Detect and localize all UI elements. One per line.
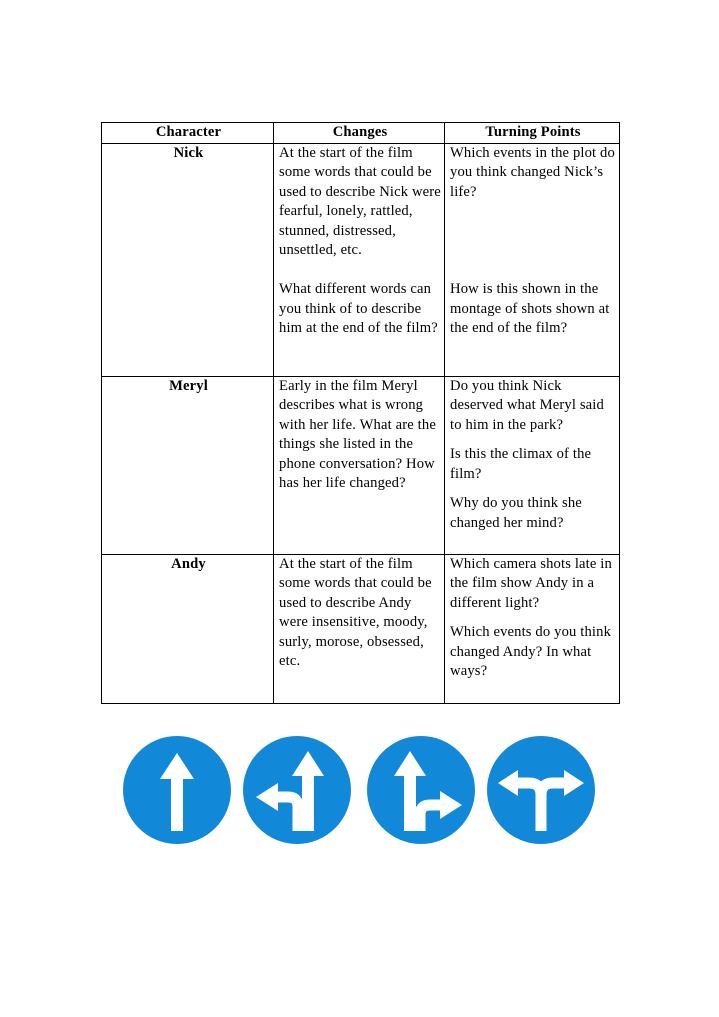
character-name: Nick bbox=[102, 143, 274, 376]
right-or-straight-arrow-icon bbox=[366, 735, 476, 845]
turning-point-question: Which events do you think changed Andy? In what ways? bbox=[450, 624, 612, 679]
header-changes: Changes bbox=[274, 123, 445, 144]
turning-points-cell bbox=[445, 554, 620, 703]
turning-points-cell bbox=[445, 143, 620, 376]
changes-text: At the start of the film some words that could be used to describe Andy were insensitive, moody, surly, morose, obsessed, etc. bbox=[279, 555, 432, 669]
straight-arrow-icon bbox=[122, 735, 232, 845]
changes-cell bbox=[274, 376, 445, 554]
table-row-nick bbox=[102, 143, 620, 376]
table-header-row bbox=[102, 123, 620, 144]
character-name: Andy bbox=[102, 554, 274, 703]
changes-cell bbox=[274, 143, 445, 376]
table-row-andy bbox=[102, 554, 620, 703]
turning-point-question: Is this the climax of the film? bbox=[450, 446, 592, 482]
direction-signs bbox=[0, 730, 719, 850]
character-name: Meryl bbox=[102, 376, 274, 554]
turning-points-cell bbox=[445, 376, 620, 554]
changes-text: Early in the film Meryl describes what is wrong with her life. What are the things she listed in the phone conversation? How has her life changed? bbox=[279, 377, 436, 491]
changes-cell bbox=[274, 554, 445, 703]
header-turning-points: Turning Points bbox=[445, 123, 620, 144]
turning-point-question: Why do you think she changed her mind? bbox=[450, 495, 582, 531]
changes-text: At the start of the film some words that could be used to describe Nick were fearful, lonely, rattled, stunned, distressed, unsettled, etc. bbox=[279, 144, 441, 258]
changes-question: What different words can you think of to describe him at the end of the film? bbox=[279, 281, 438, 336]
left-or-straight-arrow-icon bbox=[242, 735, 352, 845]
header-character: Character bbox=[102, 123, 274, 144]
turning-point-question: Do you think Nick deserved what Meryl said to him in the park? bbox=[450, 377, 604, 433]
turning-point-question: How is this shown in the montage of shots shown at the end of the film? bbox=[450, 281, 610, 336]
turning-point-question: Which events in the plot do you think changed Nick’s life? bbox=[450, 144, 615, 200]
left-or-right-arrow-icon bbox=[486, 735, 596, 845]
table-row-meryl bbox=[102, 376, 620, 554]
turning-point-question: Which camera shots late in the film show Andy in a different light? bbox=[450, 555, 612, 611]
character-table bbox=[101, 122, 620, 704]
